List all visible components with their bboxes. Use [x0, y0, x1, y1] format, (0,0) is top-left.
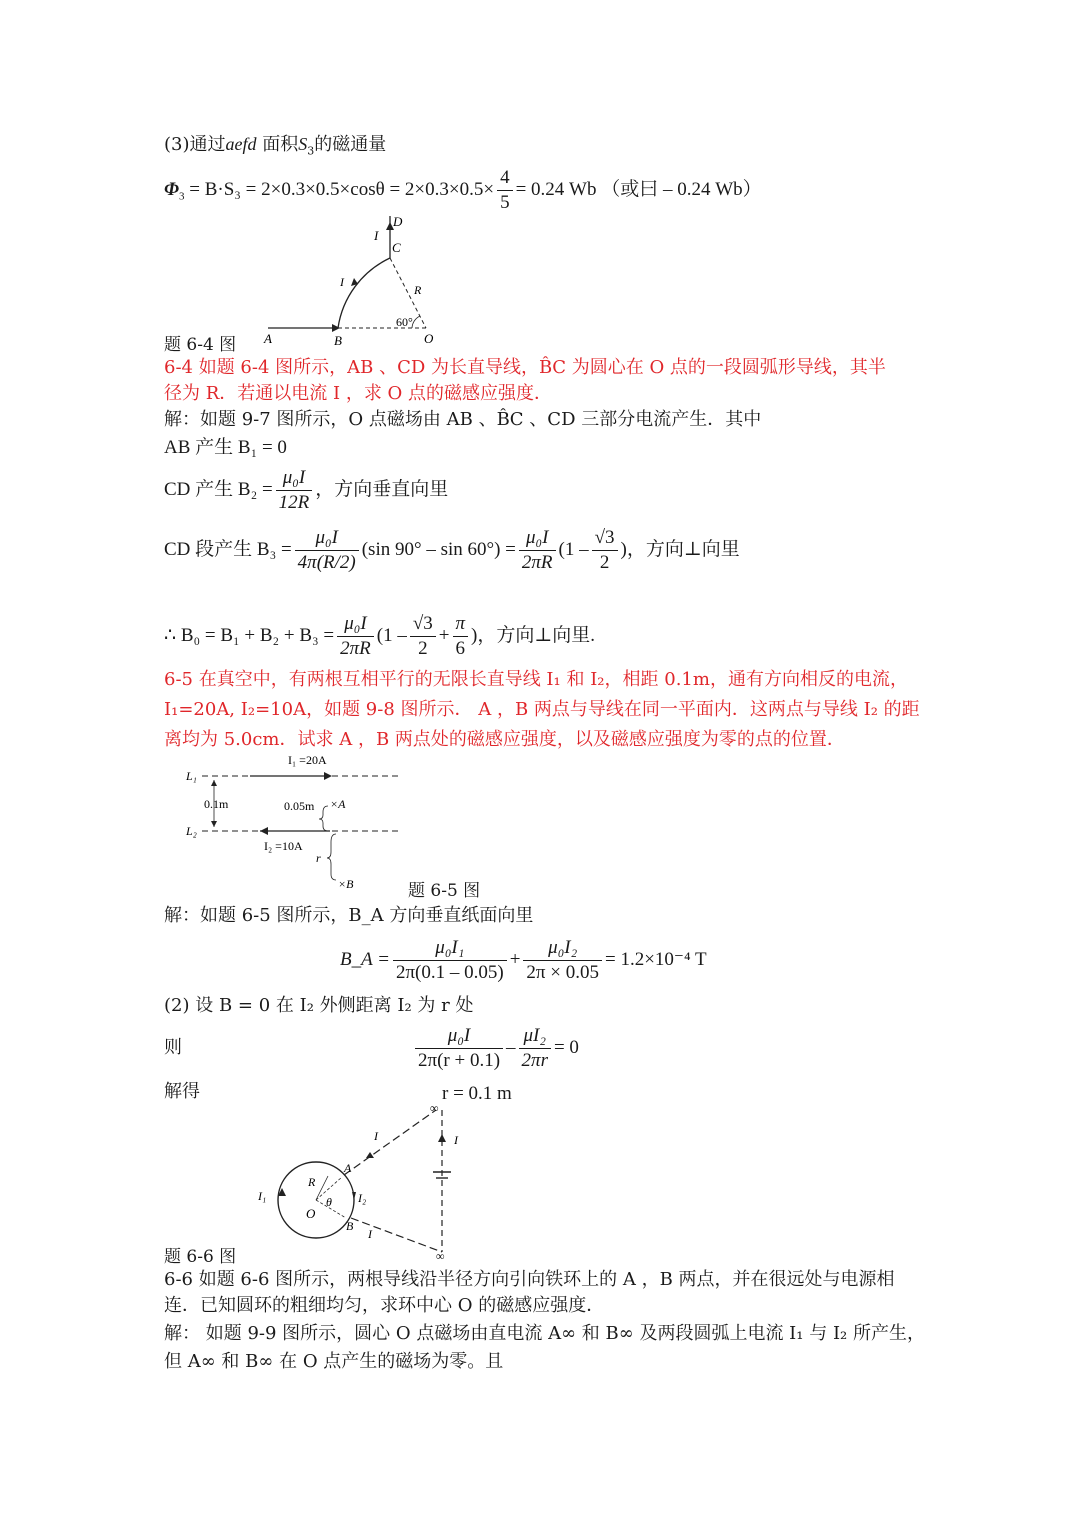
brace-b	[327, 834, 336, 880]
solution-6-5-ba: B_A = $\frac{\text{μ₀I₁}}{2\pi(0.1 - 0.05)}$ + $\frac{\text{μ₀I₂}}{2\pi \times 0.05}$ = 1.2×10⁻⁴ T	[340, 937, 707, 983]
solution-6-5-then: 则	[164, 1037, 182, 1058]
solution-6-6-line2: 但 A∞ 和 B∞ 在 O 点产生的磁场为零。且	[164, 1351, 504, 1372]
label-b: B	[334, 333, 342, 348]
arc-bc	[338, 258, 390, 328]
arrow-i2	[260, 827, 268, 835]
part3-intro: (3)通过aefd 面积$S_3$的磁通量	[164, 134, 387, 158]
figure-6-4-caption: 题 6-4 图	[164, 335, 237, 355]
wire-a-inf	[344, 1110, 436, 1175]
label-inf-top: ∞	[430, 1101, 439, 1115]
label-distance: 0.1m	[204, 797, 229, 811]
arrow-a	[366, 1152, 374, 1158]
brace-a	[319, 806, 328, 831]
solution-6-5-intro: 解：如题 6-5 图所示，B_A 方向垂直纸面向里	[164, 905, 534, 926]
label-angle: 60°	[396, 315, 413, 329]
question-6-5-line1: 6-5 在真空中，有两根互相平行的无限长直导线 I₁ 和 I₂，相距 0.1m，通有方向相反的电流，	[164, 669, 908, 690]
arrow-i2	[352, 1192, 356, 1200]
figure-6-6	[250, 1100, 470, 1260]
label-i2: I₂ =10A	[264, 839, 303, 853]
solution-6-4-sum: ∴ B₀ = B₁ + B₂ + B₃ = $\frac{\text{μ₀I}}{2\pi R}$ (1 – $\frac{√3}{2}$ + $\frac{\pi}{6}$ )，方向⊥向里.	[164, 613, 595, 659]
label-a66: A	[344, 1161, 352, 1175]
label-i-bot: I	[368, 1227, 372, 1241]
label-l2: L₂	[186, 824, 197, 838]
label-r66: R	[308, 1175, 316, 1189]
label-i-right: I	[454, 1133, 458, 1147]
question-6-4-line2: 径为 R．若通以电流 I ，求 O 点的磁感应强度．	[164, 383, 553, 404]
label-i1: I₁ =20A	[288, 753, 327, 767]
label-r65: r	[316, 851, 321, 865]
question-6-6-line2: 连．已知圆环的粗细均匀，求环中心 O 的磁感应强度．	[164, 1295, 605, 1316]
label-theta: θ	[326, 1195, 332, 1209]
label-i2-66: I₂	[358, 1191, 367, 1205]
angle-mark	[412, 316, 420, 328]
question-6-5-line2: I₁=20A, I₂=10A，如题 9-8 图所示． A ，B 两点与导线在同一平面内．这两点与导线 I₂ 的距	[164, 699, 920, 720]
wire-b-inf	[351, 1218, 442, 1252]
label-r: R	[414, 283, 422, 297]
question-6-4-line1: 6-4 如题 6-4 图所示，AB 、CD 为长直导线，B̂C 为圆心在 O 点的一段圆弧形导线，其半	[164, 357, 886, 378]
label-inf-bot: ∞	[436, 1249, 445, 1260]
label-c: C	[392, 240, 401, 255]
solution-6-5-part2: (2) 设 B = 0 在 I₂ 外侧距离 I₂ 为 r 处	[164, 995, 474, 1016]
label-a: A	[264, 331, 272, 346]
solution-6-5-r: r = 0.1 m	[442, 1083, 512, 1104]
label-i-top66: I	[374, 1129, 378, 1143]
label-o66: O	[306, 1206, 316, 1221]
label-point-a: ×A	[330, 797, 346, 811]
question-6-5-line3: 离均为 5.0cm．试求 A ，B 两点处的磁感应强度，以及磁感应强度为零的点的位置．	[164, 729, 845, 750]
figure-6-5	[180, 750, 410, 895]
phi3-equation: $\Phi_3 = B\cdot S_3 = 2\times 0.3\times 0.5\times\cos\theta = 2\times 0.3\times 0.5\times$ $\frac{4}{5}$ = 0.24 Wb （或曰 – 0.24 Wb）	[164, 167, 762, 213]
label-i-arc: I	[340, 275, 344, 289]
solution-6-4-cd: CD 产生 B₂ = $\frac{\text{μ₀I}}{12R}$ ，方向垂直向里	[164, 467, 449, 513]
figure-6-5-caption: 题 6-5 图	[408, 881, 481, 901]
figure-6-6-caption: 题 6-6 图	[164, 1247, 237, 1267]
solution-6-4-b3: CD 段产生 B₃ = $\frac{\text{μ₀I}}{4\pi(R/2)}$ (sin 90° – sin 60°) = $\frac{\text{μ₀I}}{2\pi R}$ (1 – $\frac{√3}{2}$ )，方向⊥向里	[164, 527, 740, 573]
label-point-b: ×B	[338, 877, 354, 891]
label-l1: L₁	[186, 769, 197, 783]
label-i1-66: I₁	[258, 1189, 267, 1203]
label-a-dist: 0.05m	[284, 799, 315, 813]
arrow-i1	[324, 772, 332, 780]
figure-6-4	[250, 212, 450, 348]
label-o: O	[424, 331, 434, 346]
solution-6-4-ab: AB 产生 B₁ = 0	[164, 437, 287, 458]
solution-6-4-intro: 解：如题 9-7 图所示，O 点磁场由 AB 、B̂C 、CD 三部分电流产生．其中	[164, 409, 762, 430]
solution-6-5-equation: $\frac{\text{μ₀I}}{2\pi(r + 0.1)}$ – $\frac{\text{μI₂}}{2\pi r}$ = 0	[412, 1024, 579, 1073]
solution-6-5-solve: 解得	[164, 1081, 200, 1102]
arrow-source	[438, 1134, 446, 1142]
question-6-6-line1: 6-6 如题 6-6 图所示，两根导线沿半径方向引向铁环上的 A ，B 两点，并在很远处与电源相	[164, 1269, 895, 1290]
label-d: D	[393, 214, 403, 229]
label-b66: B	[346, 1219, 354, 1233]
label-i-top: I	[374, 228, 379, 243]
solution-6-6-line1: 解： 如题 9-9 图所示，圆心 O 点磁场由直电流 A∞ 和 B∞ 及两段圆弧上电流 I₁ 与 I₂ 所产生，	[164, 1323, 925, 1344]
